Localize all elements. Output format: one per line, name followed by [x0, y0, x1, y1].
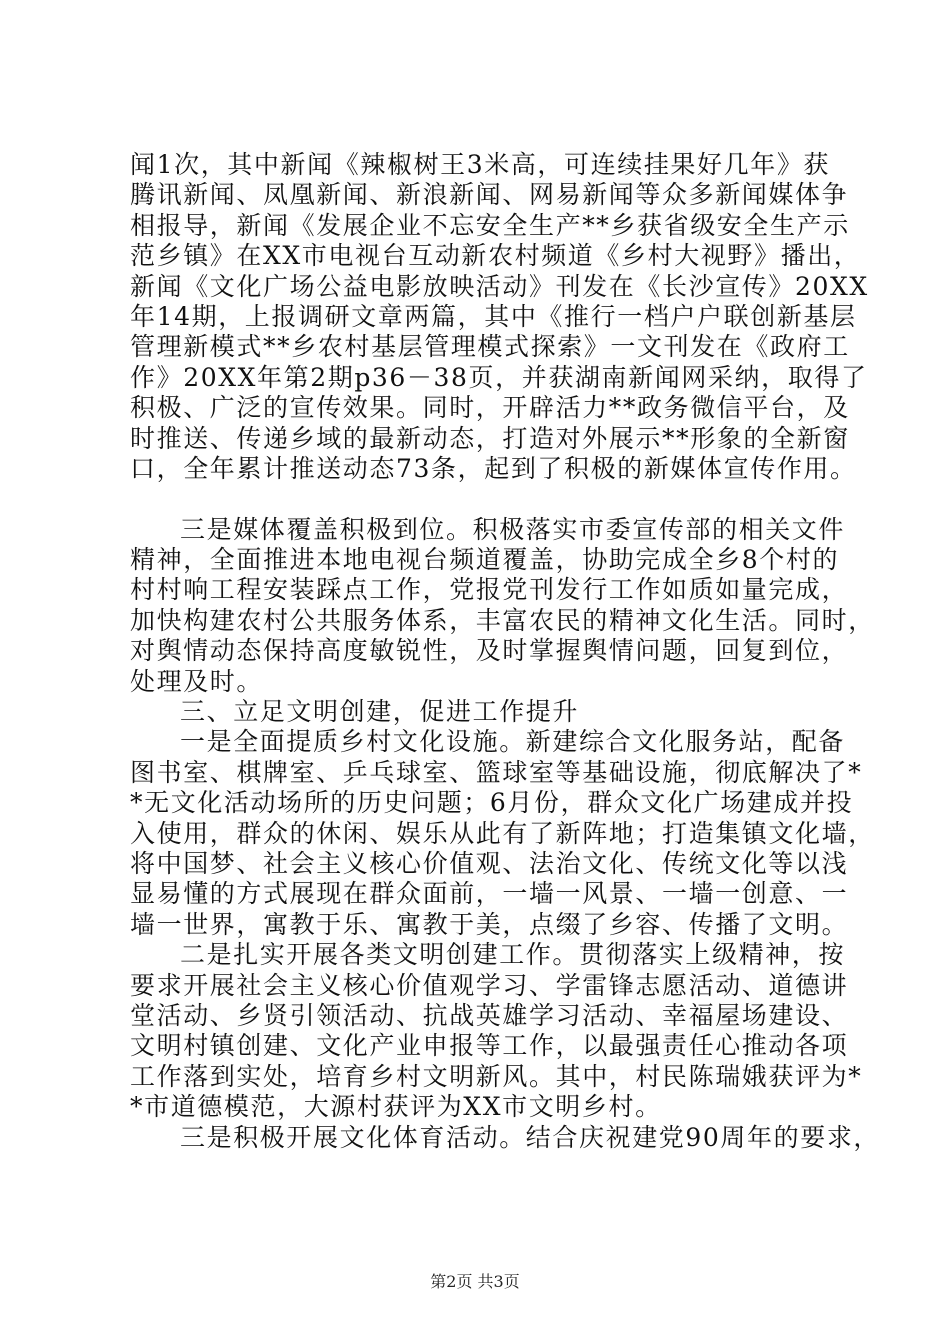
- page-footer: 第2页 共3页: [430, 1272, 520, 1291]
- text-line: 加快构建农村公共服务体系，丰富农民的精神文化生活。同时，: [130, 605, 875, 635]
- text-line: 相报导，新闻《发展企业不忘安全生产**乡获省级安全生产示: [130, 210, 850, 240]
- text-line: 作》20XX年第2期p36－38页，并获湖南新闻网采纳，取得了: [130, 362, 868, 392]
- text-line: 入使用，群众的休闲、娱乐从此有了新阵地；打造集镇文化墙，: [130, 818, 875, 848]
- text-line: 工作落到实处，培育乡村文明新风。其中，村民陈瑞娥获评为*: [130, 1061, 863, 1091]
- body-text: [130, 150, 881, 1153]
- text-line: *无文化活动场所的历史问题；6月份，群众文化广场建成并投: [130, 788, 854, 818]
- text-line: 腾讯新闻、凤凰新闻、新浪新闻、网易新闻等众多新闻媒体争: [130, 180, 849, 210]
- section-heading: 三、立足文明创建，促进工作提升: [180, 697, 580, 727]
- text-line: 图书室、棋牌室、乒乓球室、篮球室等基础设施，彻底解决了*: [130, 757, 863, 787]
- text-line: 口，全年累计推送动态73条，起到了积极的新媒体宣传作用。: [130, 453, 857, 483]
- text-line: 显易懂的方式展现在群众面前，一墙一风景、一墙一创意、一: [130, 879, 849, 909]
- text-line: 时推送、传递乡域的最新动态，打造对外展示**形象的全新窗: [130, 423, 850, 453]
- text-line: 三是媒体覆盖积极到位。积极落实市委宣传部的相关文件: [180, 514, 846, 544]
- text-line: 处理及时。: [130, 666, 264, 696]
- text-line: 将中国梦、社会主义核心价值观、法治文化、传统文化等以浅: [130, 848, 849, 878]
- text-line: 文明村镇创建、文化产业申报等工作，以最强责任心推动各项: [130, 1031, 849, 1061]
- paragraph-gap: [130, 484, 840, 514]
- text-line: 三是积极开展文化体育活动。结合庆祝建党90周年的要求，: [180, 1122, 881, 1152]
- text-line: 堂活动、乡贤引领活动、抗战英雄学习活动、幸福屋场建设、: [130, 1000, 849, 1030]
- text-line: 精神，全面推进本地电视台频道覆盖，协助完成全乡8个村的: [130, 545, 840, 575]
- text-line: 对舆情动态保持高度敏锐性，及时掌握舆情问题，回复到位，: [130, 636, 849, 666]
- text-line: 村村响工程安装踩点工作，党报党刊发行工作如质如量完成，: [130, 575, 849, 605]
- text-line: 积极、广泛的宣传效果。同时，开辟活力**政务微信平台，及: [130, 393, 850, 423]
- text-line: 管理新模式**乡农村基层管理模式探索》一文刊发在《政府工: [130, 332, 850, 362]
- text-line: 范乡镇》在XX市电视台互动新农村频道《乡村大视野》播出，: [130, 241, 861, 271]
- text-line: 二是扎实开展各类文明创建工作。贯彻落实上级精神，按: [180, 940, 846, 970]
- text-line: 新闻《文化广场公益电影放映活动》刊发在《长沙宣传》20XX: [130, 271, 869, 301]
- text-line: 年14期，上报调研文章两篇，其中《推行一档户户联创新基层: [130, 301, 857, 331]
- text-line: 墙一世界，寓教于乐、寓教于美，点缀了乡容、传播了文明。: [130, 909, 849, 939]
- text-line: 要求开展社会主义核心价值观学习、学雷锋志愿活动、道德讲: [130, 970, 849, 1000]
- text-line: *市道德模范，大源村获评为XX市文明乡村。: [130, 1092, 662, 1122]
- text-line: 一是全面提质乡村文化设施。新建综合文化服务站，配备: [180, 727, 846, 757]
- text-line: 闻1次，其中新闻《辣椒树王3米高，可连续挂果好几年》获: [130, 150, 831, 179]
